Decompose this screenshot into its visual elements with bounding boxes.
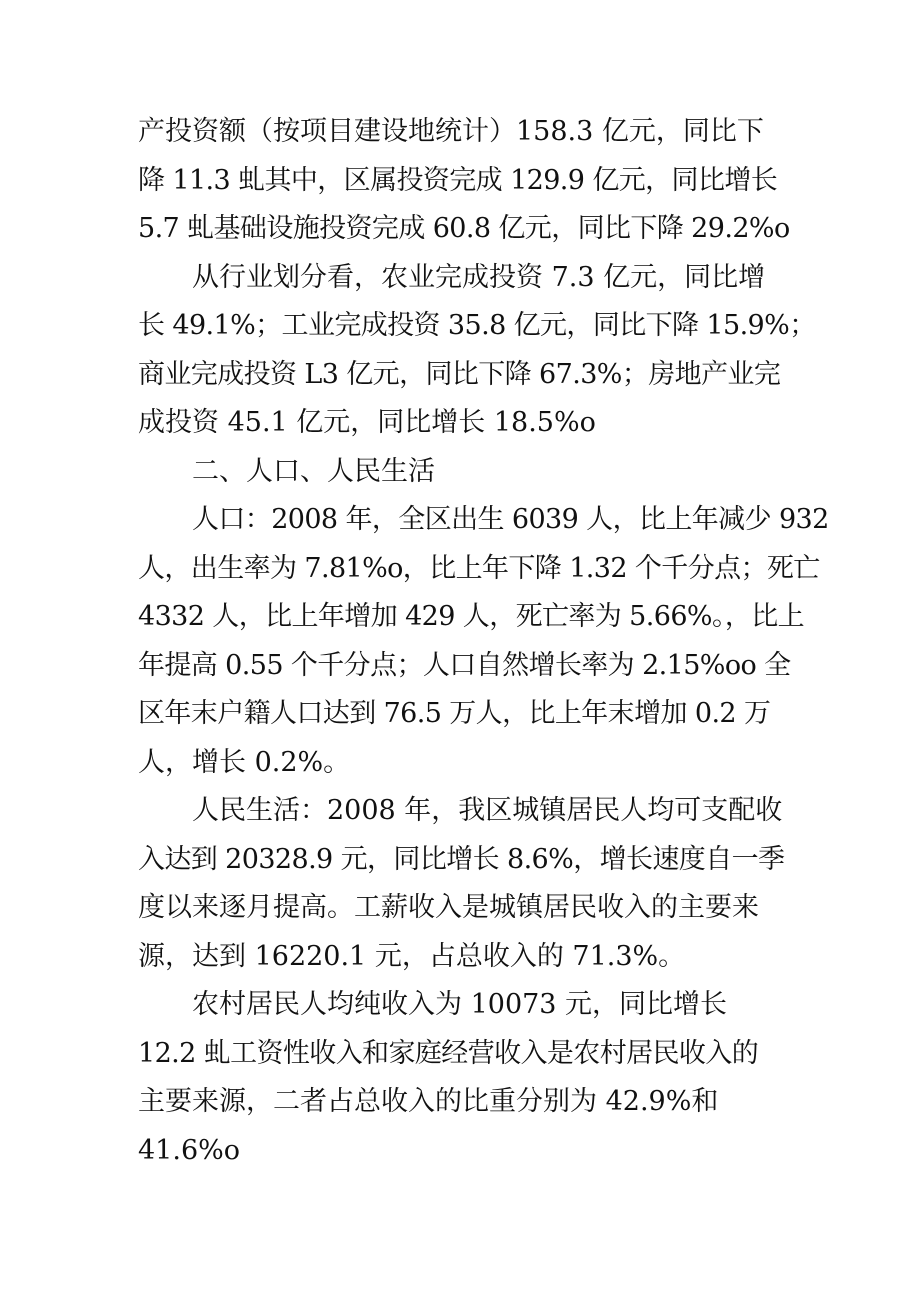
text-line-11: 4332 人，比上年增加 429 人，死亡率为 5.66%。，比上 <box>138 601 805 632</box>
text-line-5: 长 49.1%；工业完成投资 35.8 亿元，同比下降 15.9%； <box>138 310 816 341</box>
text-line-18: 源，达到 16220.1 元，占总收入的 71.3%。 <box>138 940 686 972</box>
text-line-16: 入达到 20328.9 元，同比增长 8.6%，增长速度自一季 <box>138 843 785 875</box>
paragraph-industry-start: 从行业划分看，农业完成投资 7.3 亿元，同比增 <box>192 261 766 293</box>
text-line-12: 年提高 0.55 个千分点；人口自然增长率为 2.15%oo 全 <box>138 649 791 681</box>
text-line-21: 主要来源，二者占总收入的比重分别为 42.9%和 <box>138 1086 719 1117</box>
text-line-10: 人，出生率为 7.81%o，比上年下降 1.32 个千分点；死亡 <box>138 552 820 584</box>
text-line-7: 成投资 45.1 亿元，同比增长 18.5%o <box>138 407 596 438</box>
text-line-13: 区年末户籍人口达到 76.5 万人，比上年末增加 0.2 万 <box>138 698 771 729</box>
paragraph-rural-start: 农村居民人均纯收入为 10073 元，同比增长 <box>192 989 728 1020</box>
text-line-17: 度以来逐月提高。工薪收入是城镇居民收入的主要来 <box>138 892 759 923</box>
paragraph-living-start: 人民生活：2008 年，我区城镇居民人均可支配收 <box>192 795 783 826</box>
text-line-2: 降 11.3 虬其中，区属投资完成 129.9 亿元，同比增长 <box>138 164 778 196</box>
text-line-14: 人，增长 0.2%。 <box>138 746 351 778</box>
text-line-20: 12.2 虬工资性收入和家庭经营收入是农村居民收入的 <box>138 1037 759 1069</box>
section-heading-population: 二、人口、人民生活 <box>192 455 435 487</box>
body-text <box>138 108 829 1175</box>
text-line-6: 商业完成投资 L3 亿元，同比下降 67.3%；房地产业完 <box>138 358 781 390</box>
text-line-22: 41.6%o <box>138 1134 241 1166</box>
paragraph-population-start: 人口：2008 年，全区出生 6039 人，比上年减少 932 <box>192 504 829 535</box>
text-line-3: 5.7 虬基础设施投资完成 60.8 亿元，同比下降 29.2%o <box>138 213 790 244</box>
text-line-1: 产投资额（按项目建设地统计）158.3 亿元，同比下 <box>138 116 764 147</box>
